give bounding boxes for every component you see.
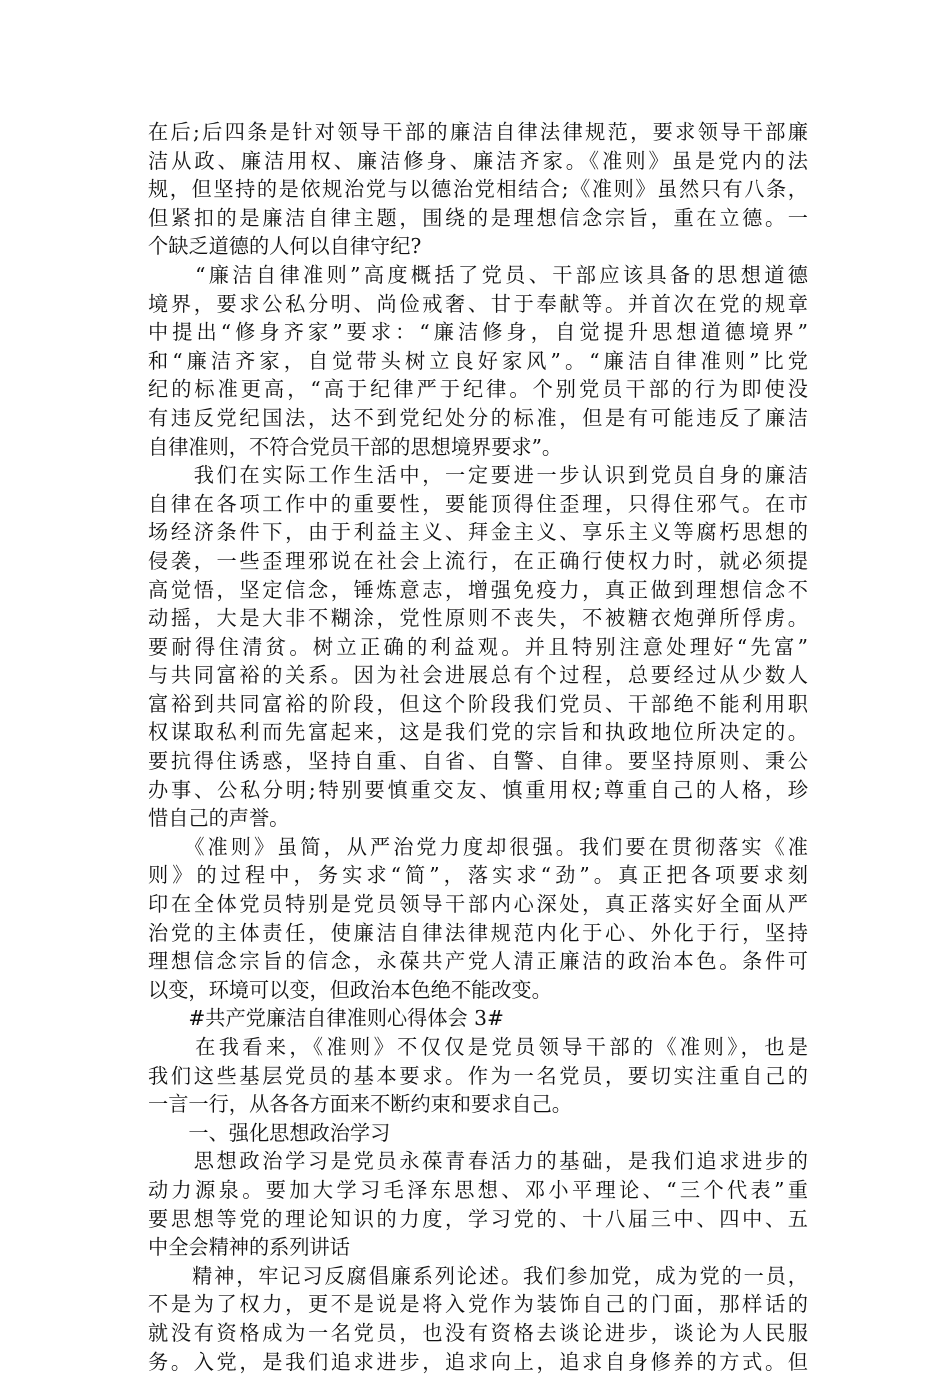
text-line: 我们这些基层党员的基本要求。作为一名党员，要切实注重自己的 xyxy=(148,1063,808,1088)
text-line: 不是为了权力，更不是说是将入党作为装饰自己的门面，那样话的 xyxy=(148,1292,808,1317)
text-line: 动力源泉。要加大学习毛泽东思想、邓小平理论、“三个代表”重 xyxy=(148,1177,808,1202)
text-line: 侵袭，一些歪理邪说在社会上流行，在正确行使权力时，就必须提 xyxy=(148,548,808,573)
text-line: 自律在各项工作中的重要性，要能顶得住歪理，只得住邪气。在市 xyxy=(148,491,808,516)
text-line: 规，但坚持的是依规治党与以德治党相结合;《准则》虽然只有八条， xyxy=(148,177,808,202)
text-line: 个缺乏道德的人何以自律守纪? xyxy=(148,234,422,259)
text-line: 则》的过程中，务实求“简”，落实求“劲”。真正把各项要求刻 xyxy=(148,863,808,888)
text-line: 纪的标准更高，“高于纪律严于纪律。个别党员干部的行为即使没 xyxy=(148,377,808,402)
text-line: 权谋取私利而先富起来，这是我们党的宗旨和执政地位所决定的。 xyxy=(148,720,808,745)
text-line: 惜自己的声誉。 xyxy=(148,806,290,831)
text-line: 在我看来，《准则》不仅仅是党员领导干部的《准则》，也是 xyxy=(148,1035,808,1059)
text-line: 一言一行，从各各方面来不断约束和要求自己。 xyxy=(148,1092,572,1117)
text-line: 印在全体党员特别是党员领导干部内心深处，真正落实好全面从严 xyxy=(148,892,808,917)
document-body xyxy=(148,118,808,1376)
text-line: 场经济条件下，由于利益主义、拜金主义、享乐主义等腐朽思想的 xyxy=(148,520,808,545)
text-line: 办事、公私分明;特别要慎重交友、慎重用权;尊重自己的人格，珍 xyxy=(148,777,808,802)
text-line: 就没有资格成为一名党员，也没有资格去谈论进步，谈论为人民服 xyxy=(148,1320,808,1345)
text-line: “廉洁自律准则”高度概括了党员、干部应该具备的思想道德 xyxy=(148,262,808,287)
text-line: 境界，要求公私分明、尚俭戒奢、甘于奉献等。并首次在党的规章 xyxy=(148,291,808,316)
section-heading: #共产党廉洁自律准则心得体会 3# xyxy=(148,1006,504,1031)
text-line: 动摇，大是大非不糊涂，党性原则不丧失，不被糖衣炮弹所俘虏。 xyxy=(148,606,808,631)
text-line: 中全会精神的系列讲话 xyxy=(148,1235,350,1260)
text-line: 高觉悟，坚定信念，锤炼意志，增强免疫力，真正做到理想信念不 xyxy=(148,577,808,602)
text-line: 自律准则，不符合党员干部的思想境界要求”。 xyxy=(148,434,563,459)
text-line: 和“廉洁齐家，自觉带头树立良好家风”。“廉洁自律准则”比党 xyxy=(148,348,808,373)
text-line: 中提出“修身齐家”要求：“廉洁修身，自觉提升思想道德境界” xyxy=(148,320,808,345)
text-line: 以变，环境可以变，但政治本色绝不能改变。 xyxy=(148,977,552,1002)
text-line: 治党的主体责任，使廉洁自律法律规范内化于心、外化于行，坚持 xyxy=(148,920,808,945)
text-line: 精神，牢记习反腐倡廉系列论述。我们参加党，成为党的一员， xyxy=(148,1263,808,1288)
text-line: 要抗得住诱惑，坚持自重、自省、自警、自律。要坚持原则、秉公 xyxy=(148,749,808,774)
text-line: 《准则》虽简，从严治党力度却很强。我们要在贯彻落实《准 xyxy=(148,834,808,859)
text-line: 富裕到共同富裕的阶段，但这个阶段我们党员、干部绝不能利用职 xyxy=(148,691,808,716)
text-line: 要思想等党的理论知识的力度，学习党的、十八届三中、四中、五 xyxy=(148,1206,808,1231)
text-line: 但紧扣的是廉洁自律主题，围绕的是理想信念宗旨，重在立德。一 xyxy=(148,205,808,230)
text-line: 与共同富裕的关系。因为社会进展总有个过程，总要经过从少数人 xyxy=(148,663,808,688)
text-line: 理想信念宗旨的信念，永葆共产党人清正廉洁的政治本色。条件可 xyxy=(148,949,808,974)
text-line: 洁从政、廉洁用权、廉洁修身、廉洁齐家。《准则》虽是党内的法 xyxy=(148,148,808,173)
text-line: 在后;后四条是针对领导干部的廉洁自律法律规范，要求领导干部廉 xyxy=(148,120,808,144)
subsection-heading: 一、强化思想政治学习 xyxy=(148,1120,391,1145)
text-line: 务。入党，是我们追求进步，追求向上，追求自身修养的方式。但 xyxy=(148,1349,808,1374)
text-line: 我们在实际工作生活中，一定要进一步认识到党员自身的廉洁 xyxy=(148,463,808,488)
text-line: 思想政治学习是党员永葆青春活力的基础，是我们追求进步的 xyxy=(148,1149,808,1174)
text-line: 要耐得住清贫。树立正确的利益观。并且特别注意处理好“先富” xyxy=(148,634,808,659)
text-line: 有违反党纪国法，达不到党纪处分的标准，但是有可能违反了廉洁 xyxy=(148,405,808,430)
